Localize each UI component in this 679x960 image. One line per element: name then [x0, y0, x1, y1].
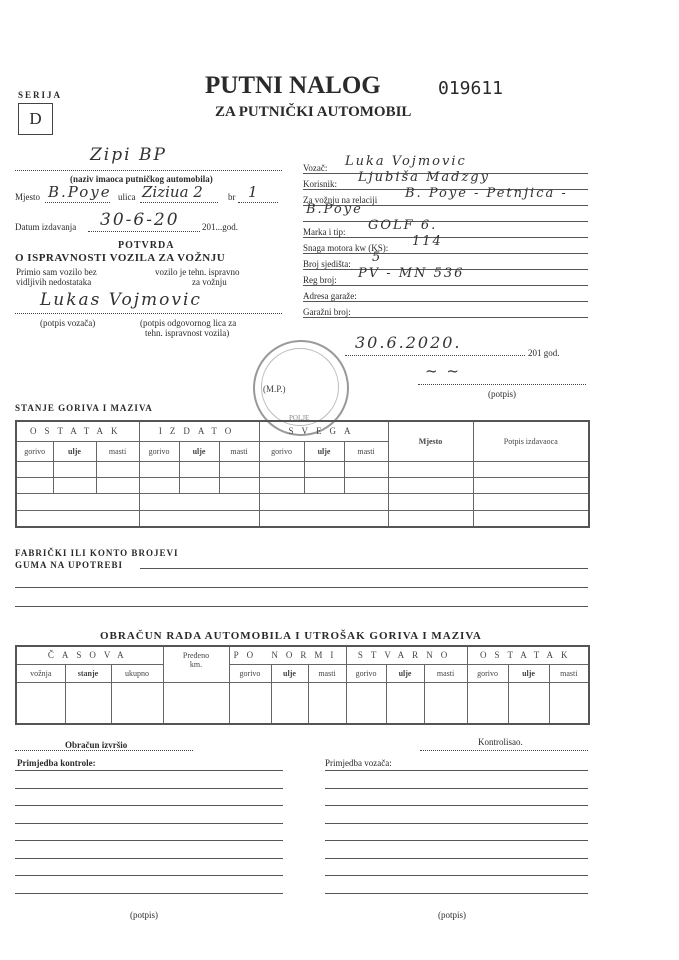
- calc-sub-header: gorivo: [229, 664, 271, 682]
- control-signature-caption: (potpis): [130, 910, 158, 920]
- calc-cell[interactable]: [549, 682, 589, 724]
- issuer-signature-caption: (potpis): [488, 389, 516, 399]
- vehicle-field-label: Reg broj:: [303, 275, 337, 285]
- calc-sub-header: ulje: [386, 664, 424, 682]
- fuel-cell[interactable]: [179, 461, 219, 477]
- driver-remark-label: Primjedba vozača:: [325, 758, 392, 768]
- calc-cell[interactable]: [163, 682, 229, 724]
- driver-remark-line[interactable]: [325, 875, 588, 876]
- number-label: br: [228, 192, 236, 202]
- vehicle-field-line: [303, 221, 588, 222]
- number-value[interactable]: 1: [248, 183, 260, 201]
- vehicle-field-label: Snaga motora kw (KS):: [303, 243, 389, 253]
- fuel-sub-header: masti: [219, 441, 259, 461]
- vehicle-field-label: Vozač:: [303, 163, 328, 173]
- fuel-cell[interactable]: [16, 493, 139, 510]
- driver-remark-line[interactable]: [325, 893, 588, 894]
- calc-cell[interactable]: [467, 682, 508, 724]
- fuel-cell[interactable]: [473, 461, 589, 477]
- fuel-cell[interactable]: [219, 461, 259, 477]
- calc-cell[interactable]: [386, 682, 424, 724]
- vehicle-field-label: Za vožnju na relaciji: [303, 195, 378, 205]
- driver-signature: Lukas Vojmovic: [40, 290, 202, 310]
- fuel-cell[interactable]: [304, 461, 344, 477]
- control-remark-line[interactable]: [15, 823, 283, 824]
- calc-cell[interactable]: [346, 682, 386, 724]
- fuel-state-title: STANJE GORIVA I MAZIVA: [15, 403, 153, 413]
- vehicle-field-value[interactable]: Luka Vojmovic: [345, 154, 467, 169]
- fuel-sub-header: gorivo: [16, 441, 53, 461]
- fuel-cell[interactable]: [259, 461, 304, 477]
- valid-text: vozilo je tehn. ispravno: [155, 267, 240, 277]
- calc-group-header: PO NORMI: [229, 646, 346, 664]
- km-header-unit: km.: [189, 660, 203, 669]
- vehicle-field-value[interactable]: Ljubiša Madzgy: [358, 170, 490, 185]
- driver-signature-caption-bottom: (potpis): [438, 910, 466, 920]
- driver-remark-line[interactable]: [325, 858, 588, 859]
- tires-line[interactable]: [140, 568, 588, 569]
- vehicle-field-line: [303, 301, 588, 302]
- fuel-cell[interactable]: [53, 477, 96, 493]
- calc-group-header: STVARNO: [346, 646, 467, 664]
- hours-sub-header: stanje: [65, 664, 111, 682]
- received-text-2: vidljivih nedostataka: [16, 277, 92, 287]
- document-number: 019611: [438, 78, 504, 99]
- place-header: Mjesto: [388, 421, 473, 461]
- place-value[interactable]: B.Poye: [48, 183, 112, 201]
- calc-sub-header: ulje: [271, 664, 308, 682]
- issuer-signature-header: Potpis izdavaoca: [473, 421, 589, 461]
- calc-title: OBRAČUN RADA AUTOMOBILA I UTROŠAK GORIVA I MAZIVA: [100, 630, 482, 642]
- vehicle-field-label: Adresa garaže:: [303, 291, 357, 301]
- fuel-cell[interactable]: [16, 477, 53, 493]
- vehicle-field-label: Broj sjedišta:: [303, 259, 351, 269]
- responsible-caption-2: tehn. ispravnost vozila): [145, 328, 230, 338]
- control-remark-line[interactable]: [15, 893, 283, 894]
- fuel-sub-header: gorivo: [259, 441, 304, 461]
- calc-cell[interactable]: [271, 682, 308, 724]
- confirmation-title: POTVRDA: [118, 240, 175, 251]
- vehicle-field-value[interactable]: PV - MN 536: [358, 266, 465, 281]
- date-value[interactable]: 30-6-20: [100, 210, 180, 230]
- driver-remark-line[interactable]: [325, 840, 588, 841]
- driver-signature-caption: (potpis vozača): [40, 318, 96, 328]
- vehicle-field-line: [303, 237, 588, 238]
- stamp-mp-text: (M.P.): [263, 384, 286, 394]
- fuel-cell[interactable]: [16, 461, 53, 477]
- fuel-sub-header: gorivo: [139, 441, 179, 461]
- fuel-cell[interactable]: [473, 477, 589, 493]
- fuel-cell[interactable]: [259, 510, 388, 527]
- valid-text-2: za vožnju: [192, 277, 227, 287]
- series-box: D: [18, 103, 53, 135]
- vehicle-field-label: Garažni broj:: [303, 307, 351, 317]
- calc-cell[interactable]: [508, 682, 549, 724]
- calc-group-header: OSTATAK: [467, 646, 589, 664]
- control-remark-line[interactable]: [15, 770, 283, 771]
- fuel-cell[interactable]: [179, 477, 219, 493]
- received-text: Primio sam vozilo bez: [16, 267, 97, 277]
- calc-sub-header: gorivo: [346, 664, 386, 682]
- fuel-cell[interactable]: [473, 510, 589, 527]
- driver-remark-line[interactable]: [325, 823, 588, 824]
- control-remark-line[interactable]: [15, 858, 283, 859]
- km-header-text: Pređeno: [182, 651, 210, 660]
- fuel-cell[interactable]: [139, 461, 179, 477]
- calc-cell[interactable]: [16, 682, 65, 724]
- date-suffix: 201...god.: [202, 222, 238, 232]
- fuel-group-header: SVEGA: [259, 421, 388, 441]
- calc-done-by-label: Obračun izvršio: [65, 740, 128, 750]
- owner-name-value[interactable]: Zipi BP: [90, 145, 167, 165]
- page-subtitle: ZA PUTNIČKI AUTOMOBIL: [215, 104, 412, 120]
- vehicle-field-value[interactable]: B.Poye: [306, 202, 363, 217]
- tires-label-2: GUMA NA UPOTREBI: [15, 560, 124, 570]
- fuel-cell[interactable]: [259, 493, 388, 510]
- fuel-state-table: [15, 420, 590, 528]
- km-header: [163, 646, 229, 682]
- vehicle-field-value[interactable]: GOLF 6.: [368, 218, 438, 233]
- fuel-cell[interactable]: [219, 477, 259, 493]
- hours-sub-header: ukupno: [111, 664, 163, 682]
- driver-remark-line[interactable]: [325, 805, 588, 806]
- issuer-signature: ~ ~: [425, 362, 461, 380]
- tires-line[interactable]: [15, 587, 588, 588]
- tires-line[interactable]: [15, 606, 588, 607]
- page-title: PUTNI NALOG: [205, 72, 381, 99]
- street-label: ulica: [118, 192, 136, 202]
- series-label: SERIJA: [18, 90, 63, 100]
- fuel-cell[interactable]: [344, 477, 388, 493]
- vehicle-field-value[interactable]: 114: [412, 234, 443, 249]
- calc-cell[interactable]: [308, 682, 346, 724]
- vehicle-field-line: [303, 285, 588, 286]
- vehicle-field-line: [303, 253, 588, 254]
- fuel-cell[interactable]: [388, 477, 473, 493]
- fuel-sub-header: masti: [96, 441, 139, 461]
- tires-label: FABRIČKI ILI KONTO BROJEVI: [15, 548, 179, 558]
- fuel-cell[interactable]: [139, 493, 259, 510]
- fuel-cell[interactable]: [259, 477, 304, 493]
- vehicle-field-line: [303, 317, 588, 318]
- control-remark-label: Primjedba kontrole:: [17, 758, 96, 768]
- confirmation-subtitle: O ISPRAVNOSTI VOZILA ZA VOŽNJU: [15, 252, 226, 264]
- control-remark-line[interactable]: [15, 840, 283, 841]
- vehicle-field-value[interactable]: 5: [372, 250, 383, 265]
- fuel-sub-header: ulje: [179, 441, 219, 461]
- fuel-cell[interactable]: [139, 510, 259, 527]
- calc-sub-header: masti: [308, 664, 346, 682]
- hours-sub-header: vožnja: [16, 664, 65, 682]
- calc-sub-header: gorivo: [467, 664, 508, 682]
- fuel-cell[interactable]: [388, 510, 473, 527]
- vehicle-field-value[interactable]: B. Poye - Petnjica -: [405, 186, 568, 201]
- date-label: Datum izdavanja: [15, 222, 77, 232]
- issue-date-value[interactable]: 30.6.2020.: [355, 333, 462, 352]
- calc-sub-header: masti: [549, 664, 589, 682]
- fuel-cell[interactable]: [388, 461, 473, 477]
- fuel-cell[interactable]: [304, 477, 344, 493]
- fuel-sub-header: ulje: [53, 441, 96, 461]
- issue-date-suffix: 201 god.: [528, 348, 560, 358]
- control-remark-line[interactable]: [15, 788, 283, 789]
- calc-cell[interactable]: [229, 682, 271, 724]
- fuel-cell[interactable]: [16, 510, 139, 527]
- place-label: Mjesto: [15, 192, 41, 202]
- fuel-cell[interactable]: [473, 493, 589, 510]
- checked-by-label: Kontrolisao.: [478, 737, 523, 747]
- control-remark-line[interactable]: [15, 805, 283, 806]
- fuel-cell[interactable]: [388, 493, 473, 510]
- fuel-cell[interactable]: [96, 461, 139, 477]
- stamp-lettering: POLJE: [289, 414, 310, 422]
- street-value[interactable]: Ziziua 2: [142, 183, 203, 201]
- fuel-cell[interactable]: [96, 477, 139, 493]
- fuel-cell[interactable]: [53, 461, 96, 477]
- fuel-group-header: IZDATO: [139, 421, 259, 441]
- calc-sub-header: masti: [424, 664, 467, 682]
- calc-cell[interactable]: [424, 682, 467, 724]
- vehicle-field-label: Korisnik:: [303, 179, 338, 189]
- fuel-group-header: OSTATAK: [16, 421, 139, 441]
- hours-header: ČASOVA: [16, 646, 163, 664]
- fuel-cell[interactable]: [139, 477, 179, 493]
- fuel-cell[interactable]: [344, 461, 388, 477]
- calc-sub-header: ulje: [508, 664, 549, 682]
- control-remark-line[interactable]: [15, 875, 283, 876]
- vehicle-field-label: Marka i tip:: [303, 227, 346, 237]
- owner-name-caption: (naziv imaoca putničkog automobila): [70, 174, 213, 184]
- calc-cell[interactable]: [65, 682, 111, 724]
- responsible-caption: (potpis odgovornog lica za: [140, 318, 237, 328]
- fuel-sub-header: masti: [344, 441, 388, 461]
- calc-table: [15, 645, 590, 725]
- driver-remark-line[interactable]: [325, 788, 588, 789]
- driver-remark-line[interactable]: [325, 770, 588, 771]
- calc-cell[interactable]: [111, 682, 163, 724]
- fuel-sub-header: ulje: [304, 441, 344, 461]
